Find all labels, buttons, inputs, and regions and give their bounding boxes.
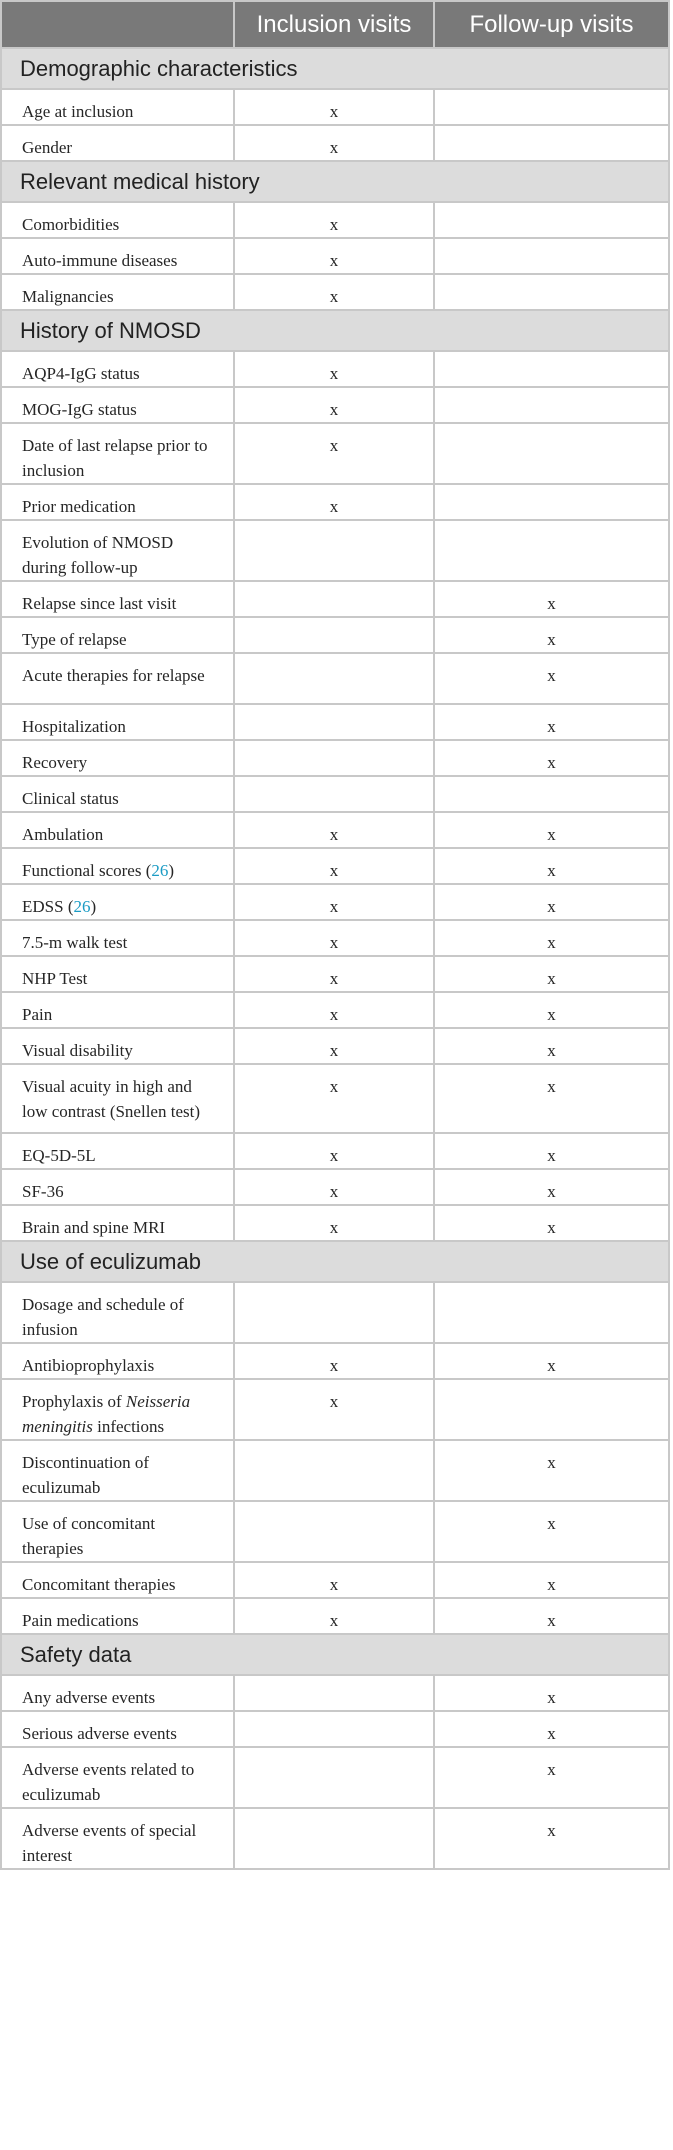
row-label: Acute therapies for relapse [22, 666, 205, 685]
followup-mark-cell: x [434, 617, 669, 653]
table-row [1, 581, 669, 617]
section-header-row [1, 48, 669, 89]
table-row [1, 274, 669, 310]
row-label-cell [1, 238, 234, 274]
inclusion-mark-cell: x [234, 423, 434, 484]
table-body [1, 48, 669, 1869]
followup-mark-cell: x [434, 1598, 669, 1634]
table-row [1, 812, 669, 848]
header-empty-cell [1, 1, 234, 48]
row-label: AQP4-IgG status [22, 364, 140, 383]
inclusion-mark-cell [234, 704, 434, 740]
table-row [1, 423, 669, 484]
row-label-cell [1, 1808, 234, 1869]
followup-mark-cell: x [434, 1028, 669, 1064]
row-label-italic: Neisseria meningitis [22, 1392, 191, 1436]
followup-mark-cell: x [434, 704, 669, 740]
header-followup-visits: Follow-up visits [434, 1, 669, 48]
followup-mark-cell: x [434, 740, 669, 776]
followup-mark-cell: x [434, 956, 669, 992]
followup-mark-cell [434, 484, 669, 520]
followup-mark-cell [434, 125, 669, 161]
table-row [1, 520, 669, 581]
followup-mark-cell: x [434, 1064, 669, 1133]
row-label: Any adverse events [22, 1688, 156, 1707]
row-label-cell [1, 89, 234, 125]
row-label-cell [1, 1064, 234, 1133]
row-label-cell [1, 1343, 234, 1379]
followup-mark-cell: x [434, 1501, 669, 1562]
inclusion-mark-cell: x [234, 1598, 434, 1634]
row-label-cell [1, 1675, 234, 1711]
inclusion-mark-cell: x [234, 812, 434, 848]
row-label-cell [1, 1747, 234, 1808]
row-label: Functional scores [22, 861, 142, 880]
row-label-cell [1, 1501, 234, 1562]
row-label-cell [1, 423, 234, 484]
row-label: Clinical status [22, 789, 119, 808]
table-row [1, 1501, 669, 1562]
table-row [1, 484, 669, 520]
table-row [1, 238, 669, 274]
row-label-cell: EDSS (26) [1, 884, 234, 920]
row-label-cell [1, 740, 234, 776]
row-label: Discontinuation of eculizumab [22, 1453, 150, 1497]
inclusion-mark-cell: x [234, 1064, 434, 1133]
row-label: EDSS [22, 897, 64, 916]
inclusion-mark-cell: x [234, 956, 434, 992]
row-label: Hospitalization [22, 717, 126, 736]
inclusion-mark-cell [234, 520, 434, 581]
row-label-cell [1, 1379, 234, 1440]
followup-mark-cell [434, 1379, 669, 1440]
row-label: Malignancies [22, 287, 114, 306]
followup-mark-cell [434, 351, 669, 387]
followup-mark-cell [434, 423, 669, 484]
inclusion-mark-cell: x [234, 1028, 434, 1064]
table-row [1, 992, 669, 1028]
followup-mark-cell: x [434, 920, 669, 956]
followup-mark-cell: x [434, 884, 669, 920]
row-label: Use of concomitant therapies [22, 1514, 156, 1558]
row-label-cell [1, 617, 234, 653]
inclusion-mark-cell: x [234, 1379, 434, 1440]
followup-mark-cell: x [434, 653, 669, 704]
followup-mark-cell: x [434, 1205, 669, 1241]
row-label-cell [1, 1205, 234, 1241]
row-label-cell [1, 484, 234, 520]
row-label-cell [1, 1562, 234, 1598]
row-label-cell [1, 202, 234, 238]
inclusion-mark-cell: x [234, 387, 434, 423]
table-row [1, 1675, 669, 1711]
inclusion-mark-cell: x [234, 920, 434, 956]
inclusion-mark-cell [234, 1711, 434, 1747]
row-label-cell [1, 1133, 234, 1169]
row-label: Prophylaxis of [22, 1392, 126, 1411]
row-label-cell [1, 920, 234, 956]
row-label: Gender [22, 138, 73, 157]
table-row [1, 920, 669, 956]
row-label: Pain medications [22, 1611, 139, 1630]
section-header-row [1, 161, 669, 202]
row-label-cell [1, 1282, 234, 1343]
table-row [1, 1808, 669, 1869]
section-title: Safety data [1, 1634, 669, 1675]
row-label: Type of relapse [22, 630, 127, 649]
table-row [1, 884, 669, 920]
table-header-row [1, 1, 669, 48]
inclusion-mark-cell [234, 581, 434, 617]
table-row [1, 1379, 669, 1440]
section-title: Relevant medical history [1, 161, 669, 202]
table-row [1, 1133, 669, 1169]
row-label-cell [1, 704, 234, 740]
row-label: MOG-IgG status [22, 400, 137, 419]
row-label: Brain and spine MRI [22, 1218, 166, 1237]
row-label-cell [1, 125, 234, 161]
table-row [1, 1282, 669, 1343]
row-label-cell [1, 956, 234, 992]
followup-mark-cell: x [434, 1169, 669, 1205]
row-label-cell: Functional scores (26) [1, 848, 234, 884]
followup-mark-cell: x [434, 812, 669, 848]
inclusion-mark-cell: x [234, 884, 434, 920]
row-label-suffix: infections [92, 1417, 165, 1436]
followup-mark-cell: x [434, 1343, 669, 1379]
section-header-row [1, 310, 669, 351]
row-label-cell [1, 776, 234, 812]
row-label: EQ-5D-5L [22, 1146, 96, 1165]
followup-mark-cell [434, 776, 669, 812]
row-label: Evolution of NMOSD during follow-up [22, 533, 174, 577]
row-label: Adverse events related to eculizumab [22, 1760, 195, 1804]
table-row [1, 653, 669, 704]
inclusion-mark-cell [234, 1747, 434, 1808]
followup-mark-cell [434, 387, 669, 423]
row-label-cell [1, 1028, 234, 1064]
inclusion-mark-cell: x [234, 1133, 434, 1169]
followup-mark-cell: x [434, 992, 669, 1028]
table-row [1, 125, 669, 161]
inclusion-mark-cell: x [234, 1205, 434, 1241]
row-label: NHP Test [22, 969, 88, 988]
table-row [1, 1711, 669, 1747]
row-label: Serious adverse events [22, 1724, 177, 1743]
row-label-cell [1, 653, 234, 704]
followup-mark-cell: x [434, 1133, 669, 1169]
row-label-cell [1, 520, 234, 581]
inclusion-mark-cell: x [234, 351, 434, 387]
row-label-cell [1, 1169, 234, 1205]
citation-link[interactable]: 26 [151, 861, 169, 880]
row-label: Visual disability [22, 1041, 133, 1060]
inclusion-mark-cell: x [234, 1169, 434, 1205]
row-label: Pain [22, 1005, 53, 1024]
followup-mark-cell [434, 202, 669, 238]
row-label-cell [1, 274, 234, 310]
inclusion-mark-cell [234, 1440, 434, 1501]
followup-mark-cell [434, 520, 669, 581]
inclusion-mark-cell: x [234, 89, 434, 125]
inclusion-mark-cell: x [234, 125, 434, 161]
row-label: Relapse since last visit [22, 594, 177, 613]
row-label: Date of last relapse prior to inclusion [22, 436, 208, 480]
section-header-row [1, 1634, 669, 1675]
section-title: Use of eculizumab [1, 1241, 669, 1282]
followup-mark-cell [434, 274, 669, 310]
row-label: Prior medication [22, 497, 136, 516]
table-row [1, 848, 669, 884]
followup-mark-cell: x [434, 1675, 669, 1711]
table-row [1, 704, 669, 740]
row-label: Antibioprophylaxis [22, 1356, 155, 1375]
row-label: Recovery [22, 753, 88, 772]
inclusion-mark-cell [234, 1282, 434, 1343]
followup-mark-cell: x [434, 1440, 669, 1501]
row-label: 7.5-m walk test [22, 933, 128, 952]
row-label-cell [1, 1598, 234, 1634]
row-label-cell [1, 992, 234, 1028]
table-row [1, 1562, 669, 1598]
followup-mark-cell: x [434, 1747, 669, 1808]
inclusion-mark-cell [234, 740, 434, 776]
row-label-cell [1, 1711, 234, 1747]
row-label: Dosage and schedule of infusion [22, 1295, 184, 1339]
table-row [1, 740, 669, 776]
inclusion-mark-cell [234, 776, 434, 812]
inclusion-mark-cell: x [234, 992, 434, 1028]
inclusion-mark-cell [234, 1501, 434, 1562]
row-label-cell [1, 387, 234, 423]
inclusion-mark-cell: x [234, 1343, 434, 1379]
row-label: Concomitant therapies [22, 1575, 176, 1594]
inclusion-mark-cell [234, 617, 434, 653]
table-row [1, 1064, 669, 1133]
row-label: Comorbidities [22, 215, 120, 234]
followup-mark-cell: x [434, 848, 669, 884]
table-row [1, 1205, 669, 1241]
followup-mark-cell [434, 238, 669, 274]
inclusion-mark-cell [234, 1675, 434, 1711]
table-row [1, 617, 669, 653]
row-label: Age at inclusion [22, 102, 134, 121]
section-title: History of NMOSD [1, 310, 669, 351]
inclusion-mark-cell [234, 1808, 434, 1869]
row-label: Auto-immune diseases [22, 251, 178, 270]
inclusion-mark-cell: x [234, 238, 434, 274]
row-label-cell [1, 1440, 234, 1501]
table-row [1, 1747, 669, 1808]
followup-mark-cell: x [434, 1711, 669, 1747]
table-row [1, 351, 669, 387]
table-row [1, 1169, 669, 1205]
row-label: Visual acuity in high and low contrast (Snellen test) [22, 1077, 200, 1121]
table-row [1, 89, 669, 125]
row-label: Ambulation [22, 825, 104, 844]
table-row [1, 1598, 669, 1634]
row-label-cell [1, 581, 234, 617]
followup-mark-cell [434, 1282, 669, 1343]
inclusion-mark-cell: x [234, 274, 434, 310]
section-header-row [1, 1241, 669, 1282]
citation-link[interactable]: 26 [73, 897, 91, 916]
row-label-cell [1, 351, 234, 387]
inclusion-mark-cell [234, 653, 434, 704]
inclusion-mark-cell: x [234, 484, 434, 520]
inclusion-mark-cell: x [234, 848, 434, 884]
row-label-cell [1, 812, 234, 848]
table-row [1, 1343, 669, 1379]
followup-mark-cell: x [434, 581, 669, 617]
row-label: SF-36 [22, 1182, 64, 1201]
followup-mark-cell: x [434, 1808, 669, 1869]
inclusion-mark-cell: x [234, 1562, 434, 1598]
table-row [1, 387, 669, 423]
table-row [1, 202, 669, 238]
table-row [1, 1440, 669, 1501]
table-row [1, 956, 669, 992]
header-inclusion-visits: Inclusion visits [234, 1, 434, 48]
section-title: Demographic characteristics [1, 48, 669, 89]
inclusion-mark-cell: x [234, 202, 434, 238]
followup-mark-cell [434, 89, 669, 125]
table-row [1, 776, 669, 812]
row-label: Adverse events of special interest [22, 1821, 197, 1865]
table-row [1, 1028, 669, 1064]
followup-mark-cell: x [434, 1562, 669, 1598]
